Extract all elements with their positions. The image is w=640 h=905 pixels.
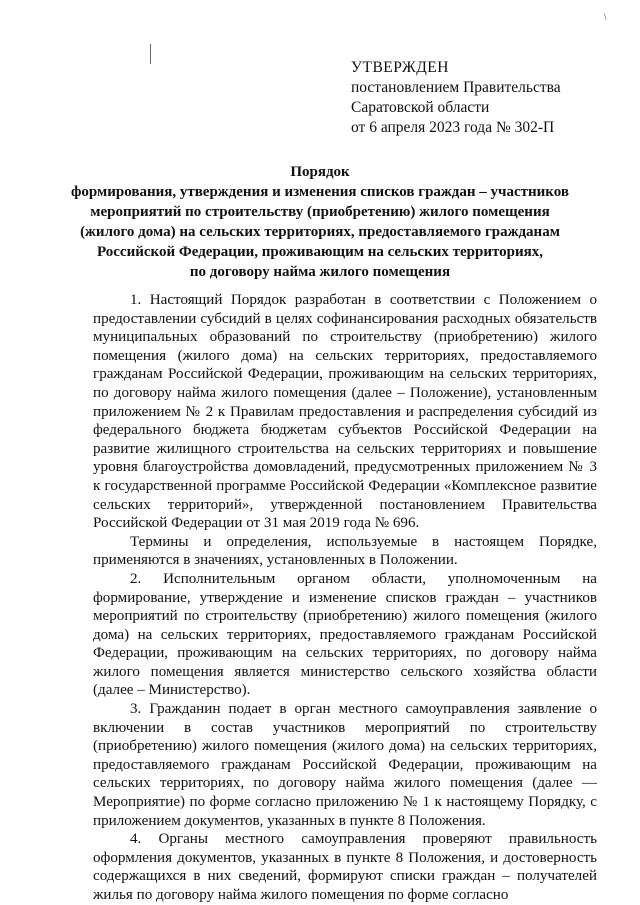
title-line-2: формирования, утверждения и изменения списков граждан – участников [71, 184, 569, 200]
title-line-4: (жилого дома) на сельских территориях, предоставляемого гражданам [80, 224, 560, 240]
approval-stamp: УТВЕРЖДЕН [351, 59, 449, 76]
title-line-1: Порядок [290, 164, 350, 180]
approval-block [351, 58, 631, 138]
title-line-6: по договору найма жилого помещения [189, 264, 451, 280]
title-line-5: Российской Федерации, проживающим на сельских территориях, [96, 244, 543, 260]
title-line-3: мероприятий по строительству (приобретению) жилого помещения [90, 204, 550, 220]
approval-line-2: Саратовской области [351, 99, 490, 116]
document-title [20, 162, 620, 282]
margin-mark [150, 44, 151, 64]
paragraph-terms: Термины и определения, используемые в настоящем Порядке, применяются в значениях, установленных в Положении. [93, 533, 597, 569]
paragraph-3: 3. Гражданин подает в орган местного самоуправления заявление о включении в состав участников мероприятий по строительству (приобретению) жилого помещения (жилого дома) на сельских территориях, предоставляемого гражданам Российской Федерации, проживающим на сельских территориях, по договору найма жилого помещения (далее — Мероприятие) по форме согласно приложению № 1 к настоящему Порядку, с приложением документов, указанных в пункте 8 Положения. [93, 701, 597, 829]
corner-mark: \ [604, 12, 607, 22]
paragraph-1: 1. Настоящий Порядок разработан в соответствии с Положением о предоставлении субсидий в целях софинансирования расходных обязательств муниципальных образований по строительству (приобретению) жилого помещения (жилого дома) на сельских территориях, предоставляемого гражданам Российской Федерации, проживающим на сельских территориях, по договору найма жилого помещения (далее – Положение), установленным приложением № 2 к Правилам предоставления и распределения субсидий из федерального бюджета бюджетам субъектов Российской Федерации на развитие жилищного строительства на сельских территориях и повышение уровня благоустройства домовладений, предусмотренных приложением № 3 к государственной программе Российской Федерации «Комплексное развитие сельских территорий», утвержденной постановлением Правительства Российской Федерации от 31 мая 2019 года № 696. [93, 292, 597, 532]
approval-line-3: от 6 апреля 2023 года № 302-П [351, 119, 555, 136]
paragraph-2: 2. Исполнительным органом области, уполномоченным на формирование, утверждение и изменение списков граждан – участников мероприятий по строительству (приобретению) жилого помещения (жилого дома) на сельских территориях, предоставляемого гражданам Российской Федерации, проживающим на сельских территориях, по договору найма жилого помещения является министерство сельского хозяйства области (далее – Министерство). [93, 570, 597, 699]
approval-line-1: постановлением Правительства [351, 79, 561, 96]
document-body [93, 291, 597, 905]
paragraph-4: 4. Органы местного самоуправления проверяют правильность оформления документов, указанных в пункте 8 Положения, и достоверность содержащихся в них сведений, формируют списки граждан – получателей жилья по договору найма жилого помещения по форме согласно [93, 831, 597, 903]
